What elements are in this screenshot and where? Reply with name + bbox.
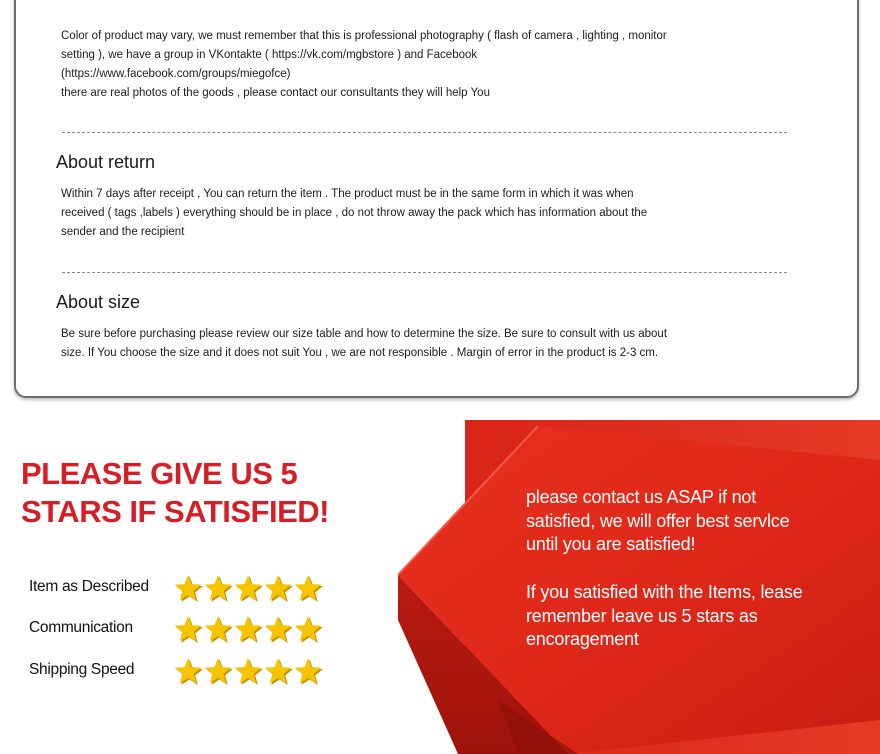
- rating-label: Communication: [29, 619, 133, 636]
- return-policy-text: [61, 185, 781, 242]
- message-line: please contact us ASAP if not: [526, 487, 757, 507]
- notice-line: Color of product may vary, we must remember that this is professional photography ( flash of camera , lighting , monitor: [61, 30, 667, 42]
- dashed-divider: [62, 132, 787, 133]
- size-heading: About size: [56, 292, 141, 312]
- return-line: sender and the recipient: [61, 226, 185, 238]
- message-line: If you satisfied with the Items, lease: [526, 582, 803, 602]
- title-line: STARS IF SATISFIED!: [21, 494, 329, 529]
- contact-message: [526, 486, 866, 557]
- message-line: encoragement: [526, 629, 639, 649]
- five-star-rating-icon: [173, 656, 323, 686]
- message-line: until you are satisfied!: [526, 534, 696, 554]
- dashed-divider: [62, 272, 787, 273]
- size-line: Be sure before purchasing please review our size table and how to determine the size. Be sure to consult with us about: [61, 328, 668, 340]
- rating-label: Shipping Speed: [29, 661, 135, 678]
- five-stars-title: [21, 455, 329, 531]
- notice-line: there are real photos of the goods , please contact our consultants they will help You: [61, 87, 490, 99]
- return-line: received ( tags ,labels ) everything should be in place , do not throw away the pack which has information about the: [61, 207, 648, 219]
- notice-line: (https://www.facebook.com/groups/miegofce): [61, 68, 291, 80]
- five-star-rating-icon: [173, 573, 323, 603]
- return-heading: About return: [56, 152, 156, 172]
- message-line: satisfied, we will offer best servlce: [526, 510, 790, 531]
- feedback-message: [526, 581, 866, 652]
- return-line: Within 7 days after receipt , You can return the item . The product must be in the same form in which it was when: [61, 188, 634, 200]
- product-color-notice: [61, 27, 781, 103]
- rating-label: Item as Described: [29, 578, 149, 595]
- size-line: size. If You choose the size and it does not suit You , we are not responsible . Margin of error in the product is 2-3 cm.: [61, 347, 659, 359]
- message-line: remember leave us 5 stars as: [526, 605, 758, 626]
- notice-line: setting ), we have a group in VKontakte ( https://vk.com/mgbstore ) and Facebook: [61, 49, 478, 61]
- size-policy-text: [61, 325, 781, 363]
- title-line: PLEASE GIVE US 5: [21, 456, 298, 491]
- five-star-rating-icon: [173, 614, 323, 644]
